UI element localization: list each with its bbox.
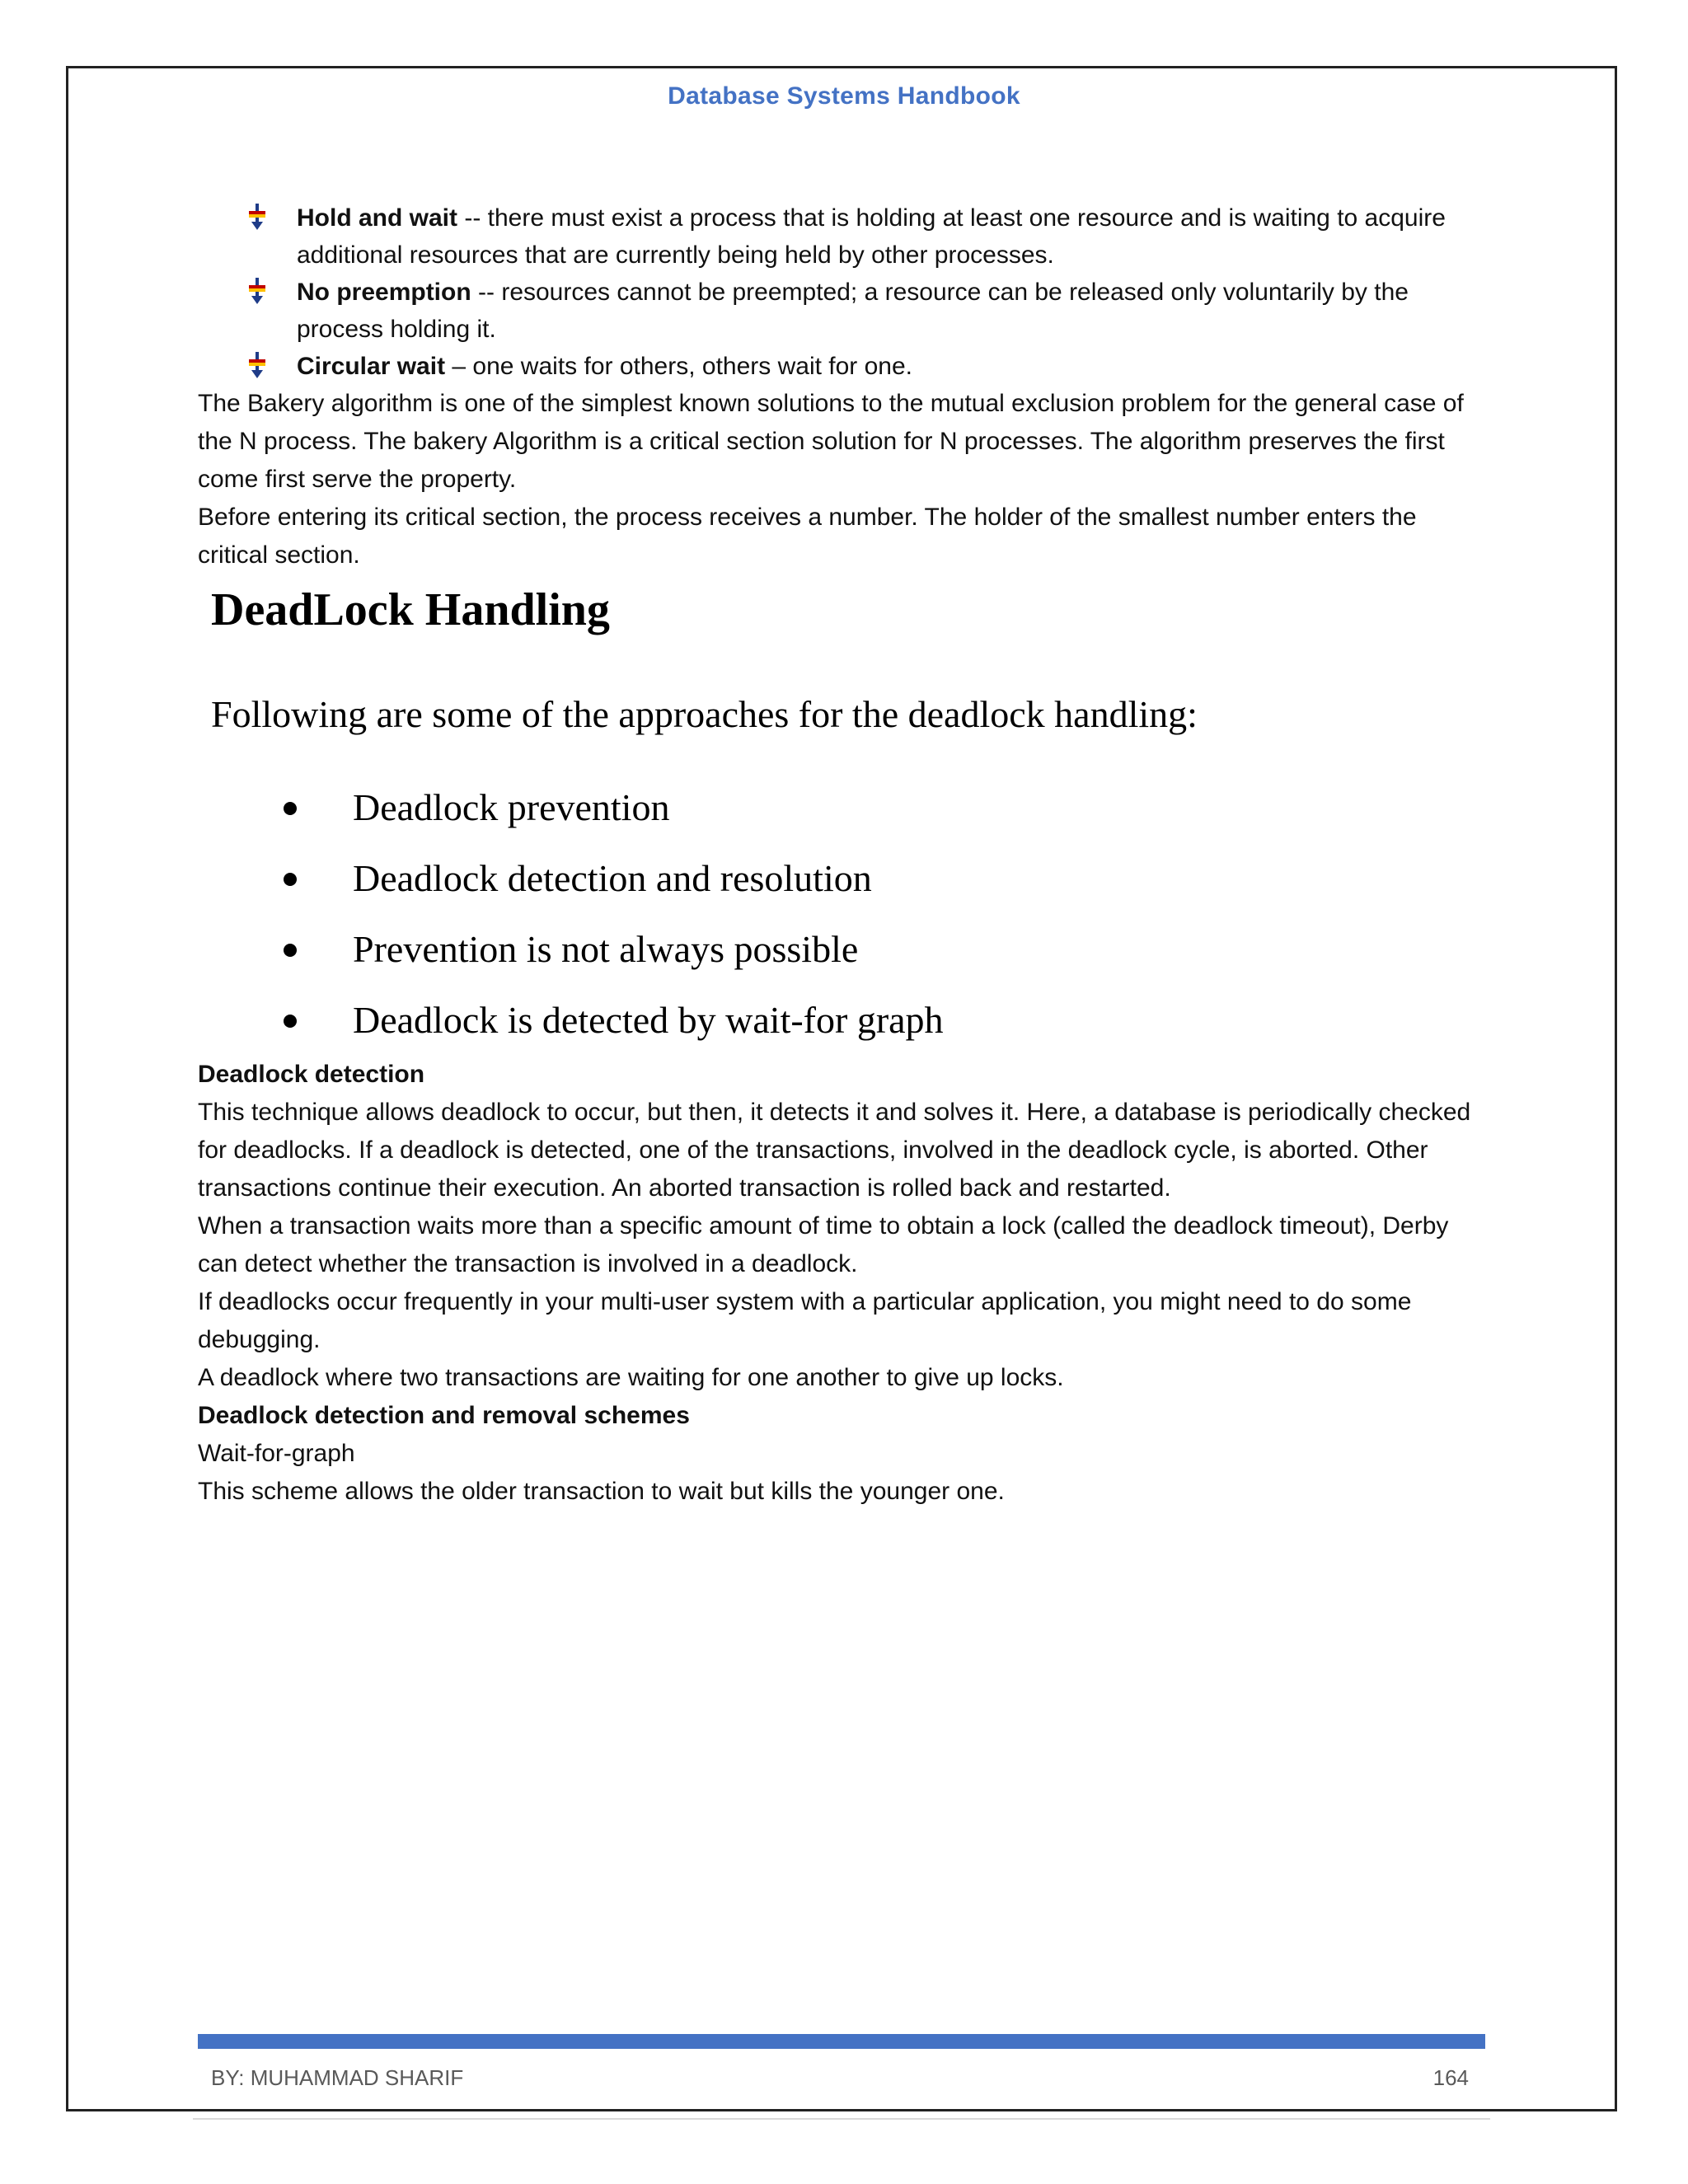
- list-item: [211, 772, 1492, 843]
- term-description: -- resources cannot be preempted; a resource can be released only voluntarily by the process holding it.: [297, 279, 1409, 343]
- cross-arrow-bullet-icon: [247, 278, 269, 304]
- list-item: [211, 914, 1492, 985]
- approach-label: Deadlock is detected by wait-for graph: [353, 999, 944, 1041]
- debugging-paragraph: If deadlocks occur frequently in your multi-user system with a particular application, you might need to do some debugging.: [198, 1288, 1412, 1353]
- section-heading-detection: Deadlock detection: [198, 1061, 425, 1088]
- deadlock-handling-title: DeadLock Handling: [211, 584, 610, 635]
- list-item: [198, 199, 1492, 274]
- term-description: -- there must exist a process that is holding at least one resource and is waiting to acquire additional resources that are currently being held by other processes.: [297, 204, 1446, 269]
- section-heading-schemes: Deadlock detection and removal schemes: [198, 1402, 690, 1429]
- term-label: No preemption: [297, 279, 471, 306]
- list-item: [211, 985, 1492, 1056]
- bullet-dot-icon: [284, 1015, 297, 1028]
- cross-arrow-bullet-icon: [247, 204, 269, 230]
- approach-list: [211, 772, 1492, 1056]
- term-label: Circular wait: [297, 353, 446, 380]
- bullet-dot-icon: [284, 873, 297, 886]
- list-item: [198, 348, 1492, 385]
- scheme-name: Wait-for-graph: [198, 1440, 355, 1467]
- bullet-dot-icon: [284, 802, 297, 815]
- scheme-paragraph: This scheme allows the older transaction to wait but kills the younger one.: [198, 1478, 1005, 1505]
- list-item: [198, 274, 1492, 348]
- deadlock-handling-figure: [198, 581, 1492, 1056]
- page-content: [198, 199, 1492, 1511]
- condition-list: [198, 199, 1492, 385]
- approach-label: Deadlock detection and resolution: [353, 857, 872, 899]
- bakery-paragraph: The Bakery algorithm is one of the simplest known solutions to the mutual exclusion problem for the general case of the N process. The bakery Algorithm is a critical section solution for N processes. The algorithm preserves the first come first serve the property.: [198, 390, 1464, 493]
- definition-paragraph: A deadlock where two transactions are waiting for one another to give up locks.: [198, 1364, 1064, 1391]
- term-description: – one waits for others, others wait for one.: [445, 353, 913, 380]
- cross-arrow-bullet-icon: [247, 352, 269, 378]
- bakery-paragraph-2: Before entering its critical section, the process receives a number. The holder of the smallest number enters the critical section.: [198, 504, 1417, 569]
- running-header: Database Systems Handbook: [668, 82, 1020, 110]
- timeout-paragraph: When a transaction waits more than a specific amount of time to obtain a lock (called the deadlock timeout), Derby can detect whether the transaction is involved in a deadlock.: [198, 1212, 1449, 1277]
- footer-rule: [198, 2034, 1485, 2049]
- footer-author: BY: MUHAMMAD SHARIF: [211, 2065, 464, 2090]
- page-number: 164: [1432, 2065, 1469, 2090]
- approach-label: Deadlock prevention: [353, 786, 670, 828]
- deadlock-handling-intro: Following are some of the approaches for the deadlock handling:: [211, 693, 1198, 735]
- approach-label: Prevention is not always possible: [353, 928, 859, 970]
- bottom-divider: [193, 2118, 1490, 2120]
- term-label: Hold and wait: [297, 204, 457, 232]
- detection-paragraph: This technique allows deadlock to occur, but then, it detects it and solves it. Here, a database is periodically checked for deadlocks. If a deadlock is detected, one of the transactions, involved in the deadlock cycle, is aborted. Other transactions continue their execution. An aborted transaction is rolled back and restarted.: [198, 1099, 1471, 1202]
- bullet-dot-icon: [284, 944, 297, 957]
- list-item: [211, 843, 1492, 914]
